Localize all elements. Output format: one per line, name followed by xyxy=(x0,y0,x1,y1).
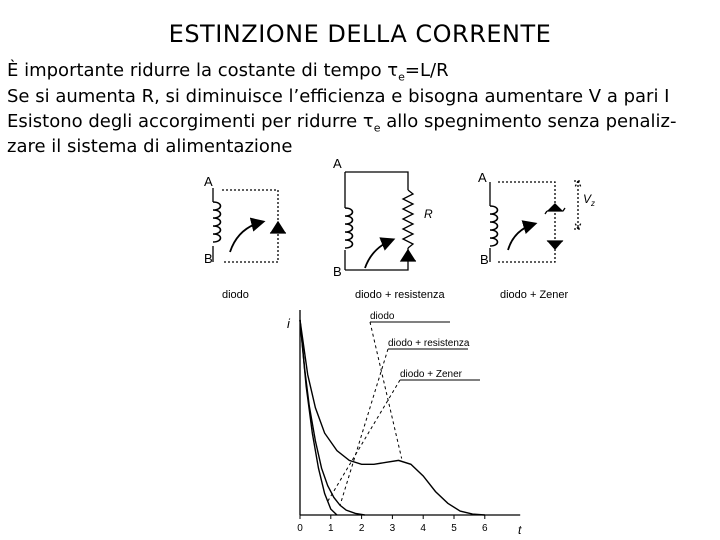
series-label: diodo xyxy=(370,311,395,322)
series-leader-line xyxy=(328,380,400,501)
node-b-label: B xyxy=(480,252,489,267)
node-b-label: B xyxy=(204,251,213,266)
series-label: diodo + Zener xyxy=(400,369,462,380)
chart-legend xyxy=(328,311,480,505)
text-line-2: Se si aumenta R, si diminuisce l’efficienza e bisogna aumentare V a pari I xyxy=(7,86,670,107)
resistor-label: R xyxy=(424,207,433,221)
tau-subscript: e xyxy=(398,70,405,84)
x-axis-label: t xyxy=(518,523,522,537)
x-tick-label: 1 xyxy=(328,523,334,534)
x-ticks xyxy=(297,515,488,534)
zener-v: V xyxy=(583,192,592,206)
node-a-label: A xyxy=(204,174,213,189)
circuit-caption: diodo + resistenza xyxy=(355,289,445,301)
series-leader-line xyxy=(340,349,388,505)
y-axis-label: i xyxy=(287,316,290,331)
slide-title: ESTINZIONE DELLA CORRENTE xyxy=(168,20,552,48)
x-tick-label: 0 xyxy=(297,523,303,534)
line3-text-end: allo spegnimento senza penaliz- xyxy=(380,111,677,132)
circuit-caption: diodo + Zener xyxy=(500,289,569,301)
text-line-4: zare il sistema di alimentazione xyxy=(7,136,293,157)
x-tick-label: 3 xyxy=(389,523,396,534)
line1-formula: =L/R xyxy=(404,60,449,81)
x-tick-label: 4 xyxy=(420,523,426,534)
node-a-label: A xyxy=(333,156,342,171)
node-a-label: A xyxy=(478,170,487,185)
node-b-label: B xyxy=(333,264,342,279)
tau-subscript: e xyxy=(373,121,381,135)
circuit-caption: diodo xyxy=(222,289,249,301)
line3-text: Esistono degli accorgimenti per ridurre τ xyxy=(7,111,374,132)
line1-text: È importante ridurre la costante di tempo τ xyxy=(7,60,399,81)
x-tick-label: 5 xyxy=(451,523,457,534)
x-tick-label: 6 xyxy=(482,523,488,534)
zener-sub: z xyxy=(591,199,596,208)
x-tick-label: 2 xyxy=(358,523,365,534)
series-label: diodo + resistenza xyxy=(388,338,470,349)
